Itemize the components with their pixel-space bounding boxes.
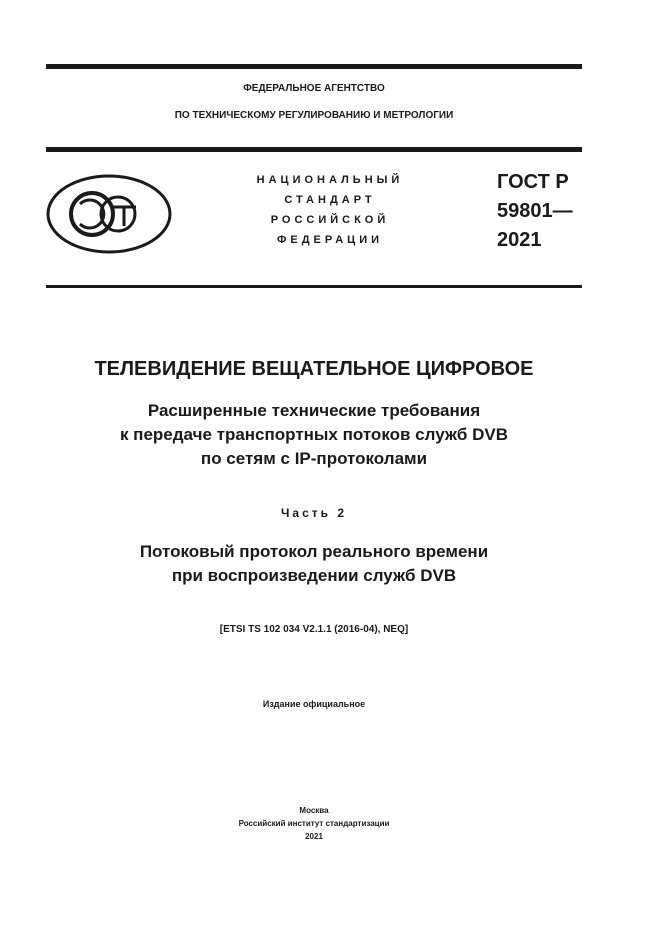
document-subtitle bbox=[30, 399, 598, 471]
part-label: Часть 2 bbox=[280, 506, 348, 520]
international-reference: [ETSI TS 102 034 V2.1.1 (2016-04), NEQ] bbox=[219, 624, 409, 635]
national-line: СТАНДАРТ bbox=[284, 194, 376, 206]
edition-label: Издание официальное bbox=[262, 699, 366, 709]
imprint bbox=[30, 804, 598, 843]
agency-name-line-2: ПО ТЕХНИЧЕСКОМУ РЕГУЛИРОВАНИЮ И МЕТРОЛОГИИ bbox=[174, 110, 454, 121]
national-line: РОССИЙСКОЙ bbox=[270, 214, 390, 226]
standard-designation bbox=[497, 168, 573, 255]
gost-line: ГОСТ Р bbox=[497, 171, 569, 193]
imprint-year: 2021 bbox=[305, 832, 323, 841]
subtitle-line: к передаче транспортных потоков служб DVB bbox=[119, 425, 509, 444]
imprint-city: Москва bbox=[299, 806, 329, 815]
national-line: ФЕДЕРАЦИИ bbox=[276, 234, 384, 246]
top-rule bbox=[46, 64, 582, 69]
part-title bbox=[30, 540, 598, 588]
gost-line: 59801— bbox=[497, 200, 573, 222]
gost-line: 2021 bbox=[497, 229, 542, 251]
national-standard-label bbox=[230, 170, 430, 250]
standard-block-rule bbox=[46, 285, 582, 288]
part-title-line: при воспроизведении служб DVB bbox=[171, 566, 457, 585]
agency-name-line-1: ФЕДЕРАЛЬНОЕ АГЕНТСТВО bbox=[243, 83, 385, 94]
part-title-line: Потоковый протокол реального времени bbox=[139, 542, 489, 561]
gost-r-emblem-icon bbox=[46, 174, 172, 259]
header-rule bbox=[46, 147, 582, 152]
imprint-publisher: Российский институт стандартизации bbox=[238, 819, 390, 828]
national-line: НАЦИОНАЛЬНЫЙ bbox=[256, 174, 404, 186]
document-title: ТЕЛЕВИДЕНИЕ ВЕЩАТЕЛЬНОЕ ЦИФРОВОЕ bbox=[94, 358, 534, 380]
subtitle-line: Расширенные технические требования bbox=[147, 401, 481, 420]
subtitle-line: по сетям с IP-протоколами bbox=[200, 449, 428, 468]
